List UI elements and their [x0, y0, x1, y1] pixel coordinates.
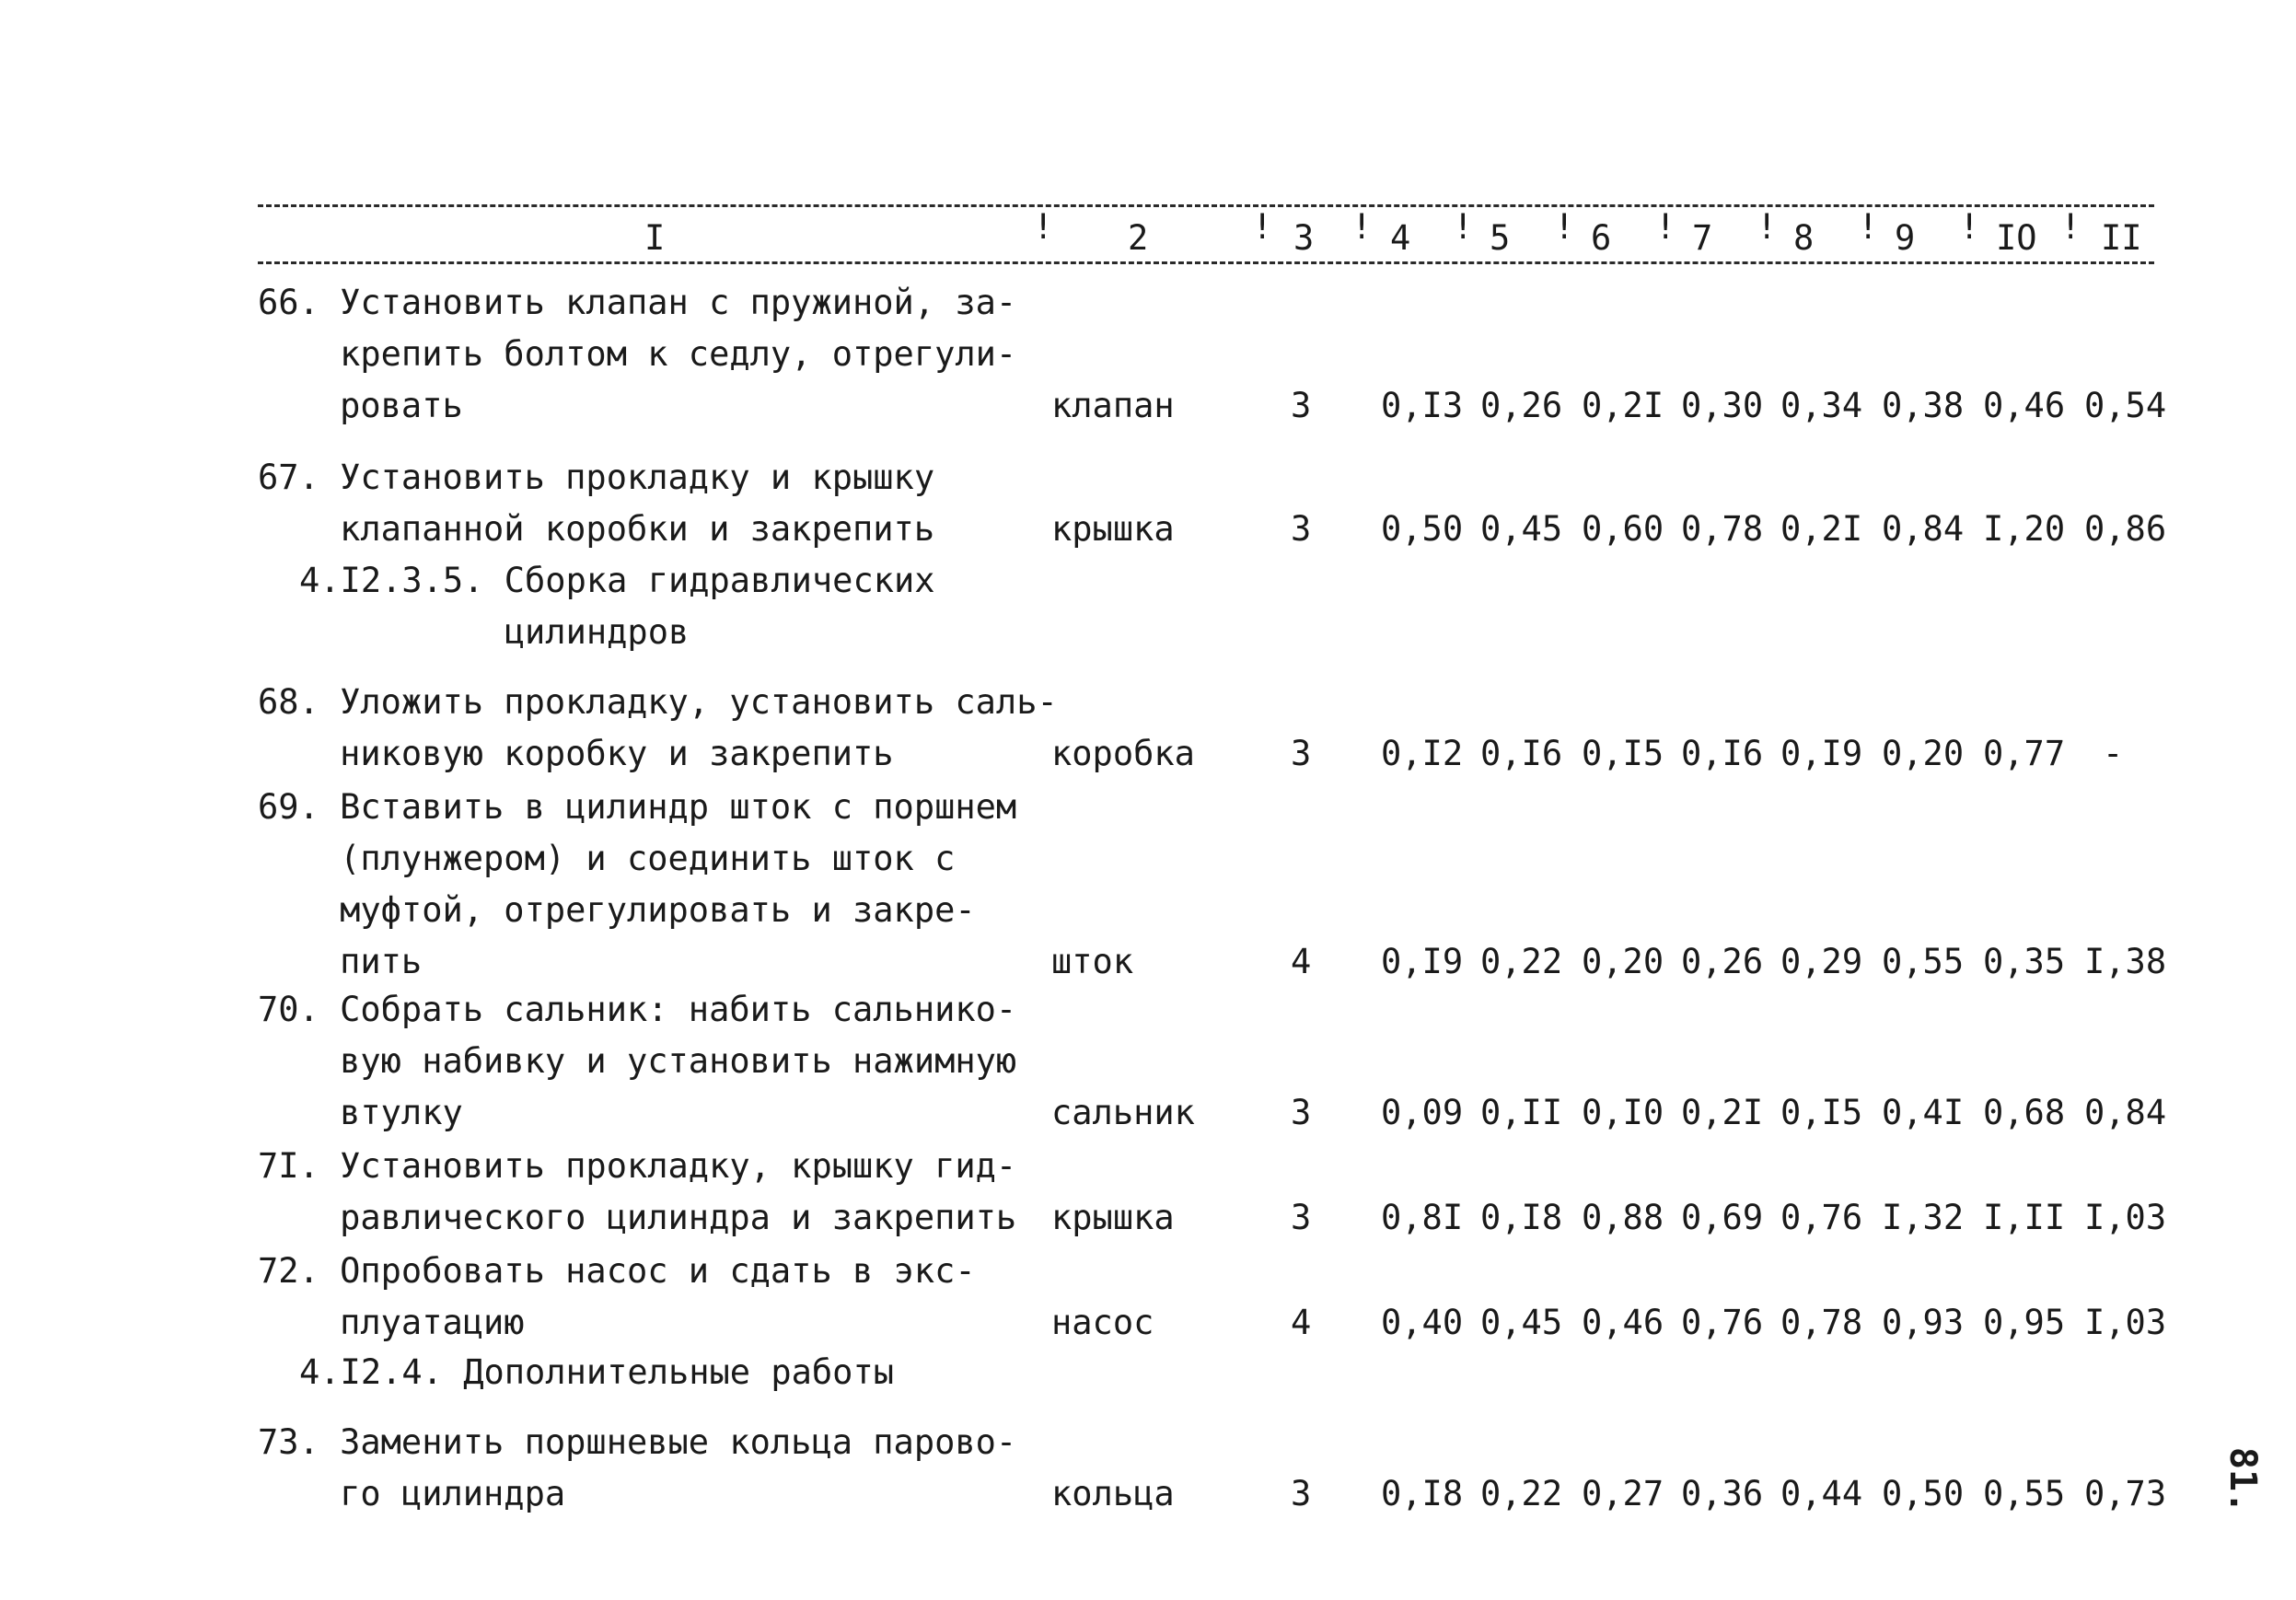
- column-separator: !: [1655, 207, 1676, 247]
- row-value: 0,8I: [1381, 1198, 1464, 1237]
- row-unit: крышка: [1051, 1198, 1175, 1237]
- row-text: (плунжером) и соединить шток с: [258, 839, 956, 878]
- row-value: 0,20: [1882, 734, 1965, 773]
- column-separator: !: [1959, 207, 1980, 247]
- row-value: 0,76: [1681, 1303, 1764, 1342]
- row-value: 0,55: [1882, 942, 1965, 981]
- row-value: 0,20: [1582, 942, 1664, 981]
- row-value: 0,69: [1681, 1198, 1764, 1237]
- header-rule-bottom: [258, 261, 2154, 264]
- row-text: плуатацию: [258, 1303, 525, 1342]
- row-value: 0,27: [1582, 1474, 1664, 1513]
- row-value: 0,I5: [1780, 1093, 1863, 1132]
- row-value: I,38: [2084, 942, 2167, 981]
- row-text: 73. Заменить поршневые кольца парово-: [258, 1422, 1017, 1462]
- row-text: го цилиндра: [258, 1474, 566, 1513]
- row-text: никовую коробку и закрепить: [258, 734, 894, 773]
- row-value: 0,I2: [1381, 734, 1464, 773]
- row-value: 0,78: [1780, 1303, 1863, 1342]
- row-unit: крышка: [1051, 509, 1175, 549]
- row-value: 0,09: [1381, 1093, 1464, 1132]
- row-value: 0,I9: [1780, 734, 1863, 773]
- row-value: 0,I8: [1381, 1474, 1464, 1513]
- row-text: 67. Установить прокладку и крышку: [258, 458, 935, 497]
- row-value: 0,35: [1983, 942, 2066, 981]
- row-unit: сальник: [1051, 1093, 1195, 1132]
- row-value: I,03: [2084, 1303, 2167, 1342]
- row-value: I,32: [1882, 1198, 1965, 1237]
- column-header-6: 6: [1591, 218, 1612, 258]
- column-separator: !: [1252, 207, 1273, 247]
- row-group: 3: [1291, 509, 1312, 549]
- column-header-5: 5: [1490, 218, 1511, 258]
- row-value: I,II: [1983, 1198, 2066, 1237]
- row-text: 66. Установить клапан с пружиной, за-: [258, 283, 1017, 322]
- row-text: клапанной коробки и закрепить: [258, 509, 935, 549]
- column-separator: !: [1858, 207, 1879, 247]
- row-value: 0,46: [1582, 1303, 1664, 1342]
- row-value: 0,84: [2084, 1093, 2167, 1132]
- column-separator: !: [1453, 207, 1474, 247]
- row-text: пить: [258, 942, 423, 981]
- row-text: вую набивку и установить нажимную: [258, 1041, 1017, 1081]
- row-value: 0,34: [1780, 386, 1863, 425]
- row-value: 0,84: [1882, 509, 1965, 549]
- row-value: 0,I8: [1480, 1198, 1563, 1237]
- row-value: I,20: [1983, 509, 2066, 549]
- column-separator: !: [2060, 207, 2081, 247]
- column-header-3: 3: [1293, 218, 1315, 258]
- row-value: 0,I6: [1681, 734, 1764, 773]
- row-value: 0,68: [1983, 1093, 2066, 1132]
- row-value: 0,2I: [1582, 386, 1664, 425]
- row-text: муфтой, отрегулировать и закре-: [258, 890, 976, 930]
- row-group: 4: [1291, 1303, 1312, 1342]
- section-heading: цилиндров: [299, 612, 690, 652]
- page-number: 81.: [2221, 1446, 2265, 1514]
- row-value: 0,55: [1983, 1474, 2066, 1513]
- column-header-9: 9: [1895, 218, 1916, 258]
- row-value: 0,I6: [1480, 734, 1563, 773]
- row-group: 3: [1291, 1093, 1312, 1132]
- row-value: 0,86: [2084, 509, 2167, 549]
- row-value: 0,40: [1381, 1303, 1464, 1342]
- column-header-4: 4: [1390, 218, 1411, 258]
- column-header-7: 7: [1692, 218, 1713, 258]
- row-group: 3: [1291, 1198, 1312, 1237]
- row-value: 0,I9: [1381, 942, 1464, 981]
- column-header-IO: IO: [1996, 218, 2037, 258]
- row-value: 0,78: [1681, 509, 1764, 549]
- row-text: 72. Опробовать насос и сдать в экс-: [258, 1251, 976, 1291]
- row-text: крепить болтом к седлу, отрегули-: [258, 334, 1017, 374]
- row-value: 0,50: [1882, 1474, 1965, 1513]
- section-heading: 4.I2.3.5. Сборка гидравлических: [299, 561, 935, 600]
- row-group: 3: [1291, 386, 1312, 425]
- column-header-2: 2: [1128, 218, 1149, 258]
- row-unit: шток: [1051, 942, 1134, 981]
- row-value: 0,26: [1681, 942, 1764, 981]
- row-value: 0,38: [1882, 386, 1965, 425]
- column-separator: !: [1554, 207, 1575, 247]
- row-unit: коробка: [1051, 734, 1195, 773]
- row-unit: клапан: [1051, 386, 1175, 425]
- row-value: 0,2I: [1780, 509, 1863, 549]
- row-text: 68. Уложить прокладку, установить саль-: [258, 682, 1058, 722]
- row-value: 0,76: [1780, 1198, 1863, 1237]
- row-unit: кольца: [1051, 1474, 1175, 1513]
- row-value: 0,45: [1480, 1303, 1563, 1342]
- row-value: 0,26: [1480, 386, 1563, 425]
- row-value: 0,30: [1681, 386, 1764, 425]
- row-text: ровать: [258, 386, 463, 425]
- row-value: 0,I3: [1381, 386, 1464, 425]
- column-header-8: 8: [1793, 218, 1815, 258]
- row-value: 0,95: [1983, 1303, 2066, 1342]
- row-value: 0,2I: [1681, 1093, 1764, 1132]
- row-value: 0,77: [1983, 734, 2066, 773]
- row-value: I,03: [2084, 1198, 2167, 1237]
- row-group: 4: [1291, 942, 1312, 981]
- row-value: 0,36: [1681, 1474, 1764, 1513]
- row-value: 0,29: [1780, 942, 1863, 981]
- row-text: втулку: [258, 1093, 463, 1132]
- row-value: 0,54: [2084, 386, 2167, 425]
- row-value: 0,I0: [1582, 1093, 1664, 1132]
- row-value: 0,44: [1780, 1474, 1863, 1513]
- column-separator: !: [1033, 207, 1054, 247]
- row-value: 0,46: [1983, 386, 2066, 425]
- row-unit: насос: [1051, 1303, 1154, 1342]
- row-value: 0,60: [1582, 509, 1664, 549]
- row-group: 3: [1291, 1474, 1312, 1513]
- column-separator: !: [1757, 207, 1778, 247]
- column-header-I: I: [644, 218, 666, 258]
- row-value: 0,22: [1480, 1474, 1563, 1513]
- row-text: равлического цилиндра и закрепить: [258, 1198, 1017, 1237]
- row-value: 0,II: [1480, 1093, 1563, 1132]
- row-value: 0,73: [2084, 1474, 2167, 1513]
- column-separator: !: [1351, 207, 1373, 247]
- row-value: 0,50: [1381, 509, 1464, 549]
- row-text: 7I. Установить прокладку, крышку гид-: [258, 1146, 1017, 1186]
- row-group: 3: [1291, 734, 1312, 773]
- row-value: 0,88: [1582, 1198, 1664, 1237]
- column-header-II: II: [2101, 218, 2142, 258]
- row-text: 69. Вставить в цилиндр шток с поршнем: [258, 787, 1017, 827]
- row-value: 0,22: [1480, 942, 1563, 981]
- row-text: 70. Собрать сальник: набить сальнико-: [258, 990, 1017, 1029]
- row-value: 0,93: [1882, 1303, 1965, 1342]
- row-value: 0,I5: [1582, 734, 1664, 773]
- row-value: 0,45: [1480, 509, 1563, 549]
- row-value: 0,4I: [1882, 1093, 1965, 1132]
- section-heading: 4.I2.4. Дополнительные работы: [299, 1352, 895, 1392]
- row-value: -: [2103, 734, 2124, 773]
